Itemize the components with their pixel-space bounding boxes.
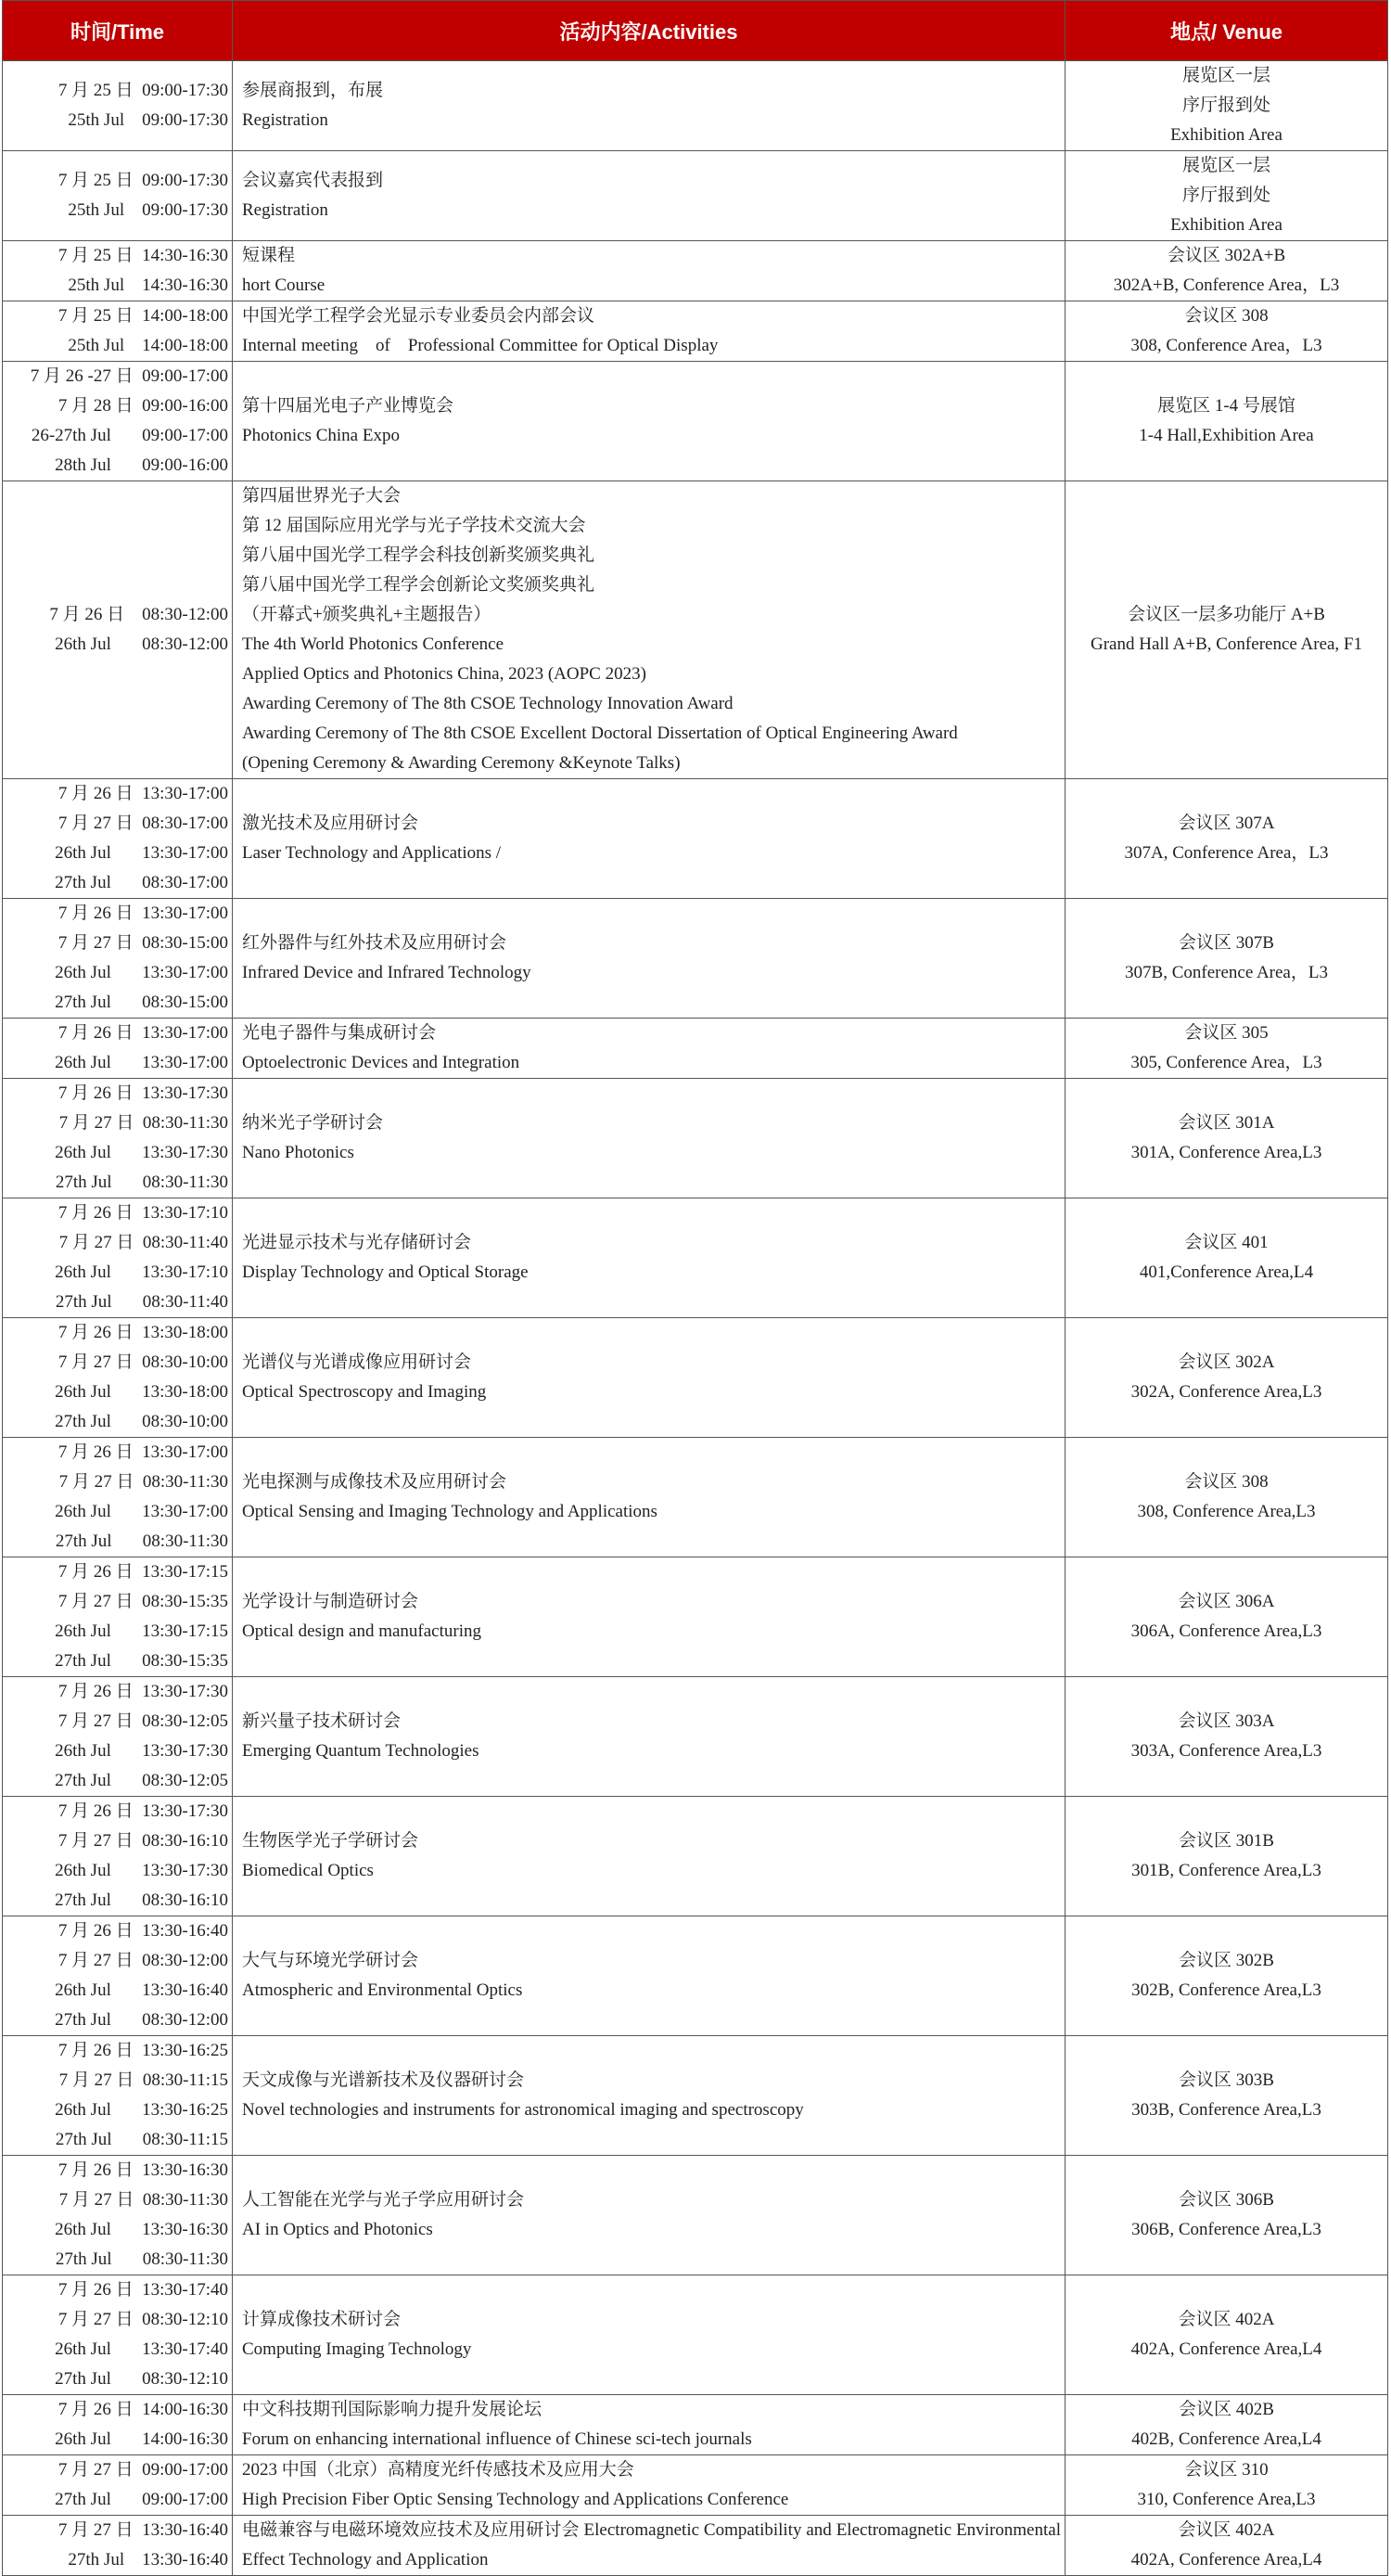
time-cell [3, 301, 233, 362]
time-cell [3, 1318, 233, 1438]
activity-line: Display Technology and Optical Storage [242, 1262, 529, 1282]
venue-line: 展览区 1-4 号展馆 [1157, 396, 1295, 416]
venue-line: 序厅报到处 [1181, 186, 1270, 205]
table-row [3, 1079, 1388, 1198]
time-line: 27th Jul 08:30-15:00 [55, 993, 228, 1012]
venue-cell [1066, 899, 1388, 1019]
venue-line: Grand Hall A+B, Conference Area, F1 [1091, 634, 1362, 654]
venue-cell [1066, 779, 1388, 899]
time-line: 27th Jul 08:30-11:30 [55, 1173, 228, 1192]
venue-line: 302A, Conference Area,L3 [1130, 1382, 1322, 1402]
time-line: 26th Jul 13:30-17:40 [55, 2339, 228, 2359]
venue-line: 306B, Conference Area,L3 [1131, 2220, 1321, 2239]
activity-line: 光谱仪与光谱成像应用研讨会 [242, 1352, 472, 1372]
activity-line: （开幕式+颁奖典礼+主题报告） [242, 605, 491, 624]
activity-line: 天文成像与光谱新技术及仪器研讨会 [242, 2070, 525, 2090]
venue-cell [1066, 2156, 1388, 2275]
time-line: 7 月 26 日 13:30-18:00 [57, 1323, 228, 1342]
time-line: 7 月 26 日 13:30-16:25 [57, 2041, 228, 2060]
venue-line: 303A, Conference Area,L3 [1130, 1741, 1322, 1761]
time-line: 28th Jul 09:00-16:00 [55, 455, 228, 475]
time-line: 7 月 26 日 13:30-17:30 [57, 1083, 228, 1103]
time-line: 7 月 26 日 13:30-17:00 [57, 904, 228, 923]
time-line: 7 月 26 日 13:30-17:40 [57, 2280, 228, 2300]
time-line: 7 月 27 日 08:30-12:00 [57, 1951, 228, 1970]
activity-cell [233, 362, 1066, 481]
venue-line: 1-4 Hall,Exhibition Area [1139, 426, 1314, 445]
time-line: 27th Jul 09:00-17:00 [55, 2490, 228, 2509]
activity-line: 中国光学工程学会光显示专业委员会内部会议 [242, 306, 595, 326]
activity-line: 光学设计与制造研讨会 [242, 1592, 419, 1611]
activity-line: (Opening Ceremony & Awarding Ceremony &Keynote Talks) [242, 753, 681, 773]
activity-line: 短课程 [242, 246, 296, 265]
venue-line: 序厅报到处 [1181, 96, 1270, 115]
activity-line: Atmospheric and Environmental Optics [242, 1980, 523, 2000]
time-line: 27th Jul 08:30-12:10 [55, 2369, 228, 2389]
time-cell [3, 1198, 233, 1318]
table-row [3, 2036, 1388, 2156]
activity-line: Novel technologies and instruments for astronomical imaging and spectroscopy [242, 2100, 804, 2120]
time-line: 7 月 25 日 14:00-18:00 [57, 306, 228, 326]
activity-cell [233, 1916, 1066, 2036]
schedule-table [2, 0, 1388, 2576]
venue-cell [1066, 1019, 1388, 1079]
activity-cell [233, 1079, 1066, 1198]
time-cell [3, 481, 233, 779]
time-line: 26th Jul 13:30-17:10 [55, 1262, 228, 1282]
time-line: 27th Jul 13:30-16:40 [68, 2550, 228, 2570]
activity-line: Laser Technology and Applications / [242, 843, 502, 863]
venue-cell [1066, 151, 1388, 241]
table-row [3, 1318, 1388, 1438]
venue-line: 402A, Conference Area,L4 [1130, 2550, 1322, 2570]
activity-line: 第 12 届国际应用光学与光子学技术交流大会 [242, 516, 586, 535]
activity-line: Nano Photonics [242, 1143, 354, 1162]
activity-cell [233, 2455, 1066, 2516]
activity-line: Awarding Ceremony of The 8th CSOE Technology Innovation Award [242, 694, 734, 713]
time-line: 7 月 27 日 08:30-12:10 [57, 2310, 228, 2329]
time-line: 7 月 27 日 08:30-11:40 [58, 1233, 228, 1252]
table-body [3, 61, 1388, 2576]
table-row [3, 1198, 1388, 1318]
activity-cell [233, 1797, 1066, 1916]
activity-line: 第四届世界光子大会 [242, 486, 402, 506]
time-cell [3, 2455, 233, 2516]
time-cell [3, 1438, 233, 1557]
table-row [3, 779, 1388, 899]
header-activities: 活动内容/Activities [233, 1, 1066, 61]
venue-cell [1066, 1797, 1388, 1916]
time-line: 26th Jul 13:30-17:30 [55, 1861, 228, 1880]
venue-line: Exhibition Area [1170, 125, 1283, 145]
venue-line: 会议区 310 [1184, 2460, 1269, 2480]
activity-line: Computing Imaging Technology [242, 2339, 472, 2359]
venue-cell [1066, 1677, 1388, 1797]
venue-cell [1066, 1079, 1388, 1198]
venue-line: 会议区 402A [1178, 2520, 1275, 2540]
time-line: 7 月 27 日 08:30-12:05 [57, 1711, 228, 1731]
time-line: 27th Jul 08:30-11:40 [55, 1292, 228, 1312]
time-line: 26th Jul 13:30-17:00 [55, 1502, 228, 1521]
venue-line: 会议区 302A [1178, 1352, 1275, 1372]
venue-line: 会议区 305 [1184, 1023, 1269, 1043]
time-line: 26th Jul 13:30-17:30 [55, 1741, 228, 1761]
time-line: 27th Jul 08:30-16:10 [55, 1890, 228, 1910]
time-line: 27th Jul 08:30-10:00 [55, 1412, 228, 1431]
time-line: 27th Jul 08:30-17:00 [55, 873, 228, 892]
table-row [3, 61, 1388, 151]
venue-line: 展览区一层 [1181, 66, 1270, 85]
table-row [3, 1438, 1388, 1557]
venue-line: 303B, Conference Area,L3 [1131, 2100, 1321, 2120]
activity-line: 纳米光子学研讨会 [242, 1113, 384, 1133]
time-cell [3, 61, 233, 151]
time-line: 7 月 26 日 13:30-17:30 [57, 1801, 228, 1821]
activity-line: Applied Optics and Photonics China, 2023 (AOPC 2023) [242, 664, 646, 684]
table-row [3, 1677, 1388, 1797]
venue-line: 会议区一层多功能厅 A+B [1128, 605, 1325, 624]
activity-cell [233, 779, 1066, 899]
table-row [3, 1557, 1388, 1677]
time-cell [3, 2156, 233, 2275]
time-line: 7 月 26 日 13:30-17:00 [57, 1023, 228, 1043]
time-line: 26th Jul 13:30-17:15 [55, 1621, 228, 1641]
time-line: 7 月 26 日 13:30-17:30 [57, 1682, 228, 1701]
venue-cell [1066, 2395, 1388, 2455]
venue-line: 402B, Conference Area,L4 [1131, 2429, 1321, 2449]
venue-line: 会议区 302A+B [1167, 246, 1286, 265]
activity-line: 计算成像技术研讨会 [242, 2310, 402, 2329]
activity-line: Optical Sensing and Imaging Technology and Applications [242, 1502, 657, 1521]
time-line: 7 月 27 日 08:30-17:00 [57, 814, 228, 833]
time-line: 26-27th Jul 09:00-17:00 [31, 426, 228, 445]
venue-line: 会议区 308 [1184, 1472, 1269, 1492]
venue-line: 会议区 301B [1179, 1831, 1274, 1851]
time-line: 27th Jul 08:30-11:30 [55, 2249, 228, 2269]
time-line: 7 月 26 日 13:30-17:00 [57, 1442, 228, 1462]
venue-line: 会议区 306B [1179, 2190, 1274, 2210]
venue-cell [1066, 1198, 1388, 1318]
activity-cell [233, 241, 1066, 301]
activity-cell [233, 2516, 1066, 2576]
time-line: 27th Jul 08:30-12:05 [55, 1771, 228, 1790]
time-line: 7 月 26 日 13:30-17:15 [57, 1562, 228, 1582]
activity-cell [233, 301, 1066, 362]
venue-line: 308, Conference Area,L3 [1137, 1502, 1316, 1521]
time-line: 7 月 27 日 08:30-11:30 [58, 1472, 228, 1492]
time-cell [3, 899, 233, 1019]
time-cell [3, 2395, 233, 2455]
header-time: 时间/Time [3, 1, 233, 61]
activity-line: Biomedical Optics [242, 1861, 374, 1880]
venue-line: 会议区 301A [1178, 1113, 1275, 1133]
time-line: 7 月 27 日 13:30-16:40 [57, 2520, 228, 2540]
venue-line: 展览区一层 [1181, 156, 1270, 175]
time-line: 25th Jul 09:00-17:30 [68, 110, 228, 130]
venue-line: 会议区 401 [1184, 1233, 1269, 1252]
venue-cell [1066, 1557, 1388, 1677]
venue-line: 会议区 402B [1179, 2400, 1274, 2419]
activity-line: Registration [242, 200, 328, 220]
table-row [3, 2395, 1388, 2455]
activity-line: 第八届中国光学工程学会创新论文奖颁奖典礼 [242, 575, 595, 595]
time-line: 26th Jul 13:30-16:25 [55, 2100, 228, 2120]
activity-line: The 4th World Photonics Conference [242, 634, 504, 654]
time-cell [3, 1557, 233, 1677]
time-line: 26th Jul 13:30-17:00 [55, 1053, 228, 1072]
activity-cell [233, 2036, 1066, 2156]
activity-line: Registration [242, 110, 328, 130]
table-row [3, 241, 1388, 301]
activity-line: 电磁兼容与电磁环境效应技术及应用研讨会 Electromagnetic Compatibility and Electromagnetic Environmental Effect Technology and Application [242, 2520, 1061, 2570]
activity-line: Internal meeting of Professional Committee for Optical Display [242, 336, 719, 355]
time-line: 26th Jul 14:00-16:30 [55, 2429, 228, 2449]
time-cell [3, 151, 233, 241]
venue-line: 会议区 307A [1178, 814, 1275, 833]
time-line: 26th Jul 13:30-16:40 [55, 1980, 228, 2000]
venue-line: 401,Conference Area,L4 [1139, 1262, 1314, 1282]
activity-line: Optical Spectroscopy and Imaging [242, 1382, 487, 1402]
time-line: 27th Jul 08:30-11:15 [55, 2130, 228, 2149]
activity-line: Forum on enhancing international influence of Chinese sci-tech journals [242, 2429, 752, 2449]
activity-line: 光电探测与成像技术及应用研讨会 [242, 1472, 507, 1492]
time-cell [3, 241, 233, 301]
time-cell [3, 1019, 233, 1079]
activity-line: 激光技术及应用研讨会 [242, 814, 419, 833]
venue-line: 会议区 303B [1179, 2070, 1274, 2090]
venue-line: 402A, Conference Area,L4 [1130, 2339, 1322, 2359]
venue-line: 310, Conference Area,L3 [1137, 2490, 1316, 2509]
activity-line: 会议嘉宾代表报到 [242, 171, 384, 190]
time-line: 7 月 26 日 13:30-16:40 [57, 1921, 228, 1941]
venue-line: 会议区 308 [1184, 306, 1269, 326]
venue-line: 306A, Conference Area,L3 [1130, 1621, 1322, 1641]
time-line: 27th Jul 08:30-11:30 [55, 1532, 228, 1551]
venue-line: 307A, Conference Area，L3 [1124, 843, 1329, 863]
table-row [3, 2156, 1388, 2275]
table-row [3, 2455, 1388, 2516]
activity-line: 中文科技期刊国际影响力提升发展论坛 [242, 2400, 542, 2419]
activity-line: Optoelectronic Devices and Integration [242, 1053, 520, 1072]
time-line: 7 月 26 日 13:30-17:00 [57, 784, 228, 803]
activity-cell [233, 1677, 1066, 1797]
time-line: 7 月 27 日 08:30-16:10 [57, 1831, 228, 1851]
table-row [3, 362, 1388, 481]
venue-cell [1066, 2516, 1388, 2576]
time-line: 7 月 27 日 08:30-10:00 [57, 1352, 228, 1372]
venue-cell [1066, 1438, 1388, 1557]
table-row [3, 1916, 1388, 2036]
time-line: 26th Jul 13:30-16:30 [55, 2220, 228, 2239]
venue-line: 302A+B, Conference Area，L3 [1113, 276, 1340, 295]
activity-line: High Precision Fiber Optic Sensing Technology and Applications Conference [242, 2490, 789, 2509]
activity-cell [233, 1318, 1066, 1438]
activity-line: hort Course [242, 276, 325, 295]
activity-cell [233, 1019, 1066, 1079]
venue-line: 301B, Conference Area,L3 [1131, 1861, 1321, 1880]
time-line: 26th Jul 13:30-18:00 [55, 1382, 228, 1402]
activity-cell [233, 1198, 1066, 1318]
activity-line: 第八届中国光学工程学会科技创新奖颁奖典礼 [242, 545, 595, 565]
activity-line: 光进显示技术与光存储研讨会 [242, 1233, 472, 1252]
time-line: 7 月 27 日 08:30-11:15 [58, 2070, 228, 2090]
table-row [3, 481, 1388, 779]
time-line: 26th Jul 13:30-17:00 [55, 963, 228, 982]
time-line: 7 月 27 日 08:30-15:00 [57, 933, 228, 953]
venue-line: 会议区 307B [1179, 933, 1274, 953]
venue-cell [1066, 1318, 1388, 1438]
activity-cell [233, 61, 1066, 151]
activity-line: 大气与环境光学研讨会 [242, 1951, 419, 1970]
activity-line: AI in Optics and Photonics [242, 2220, 433, 2239]
time-line: 25th Jul 09:00-17:30 [68, 200, 228, 220]
venue-line: 305, Conference Area，L3 [1130, 1053, 1322, 1072]
venue-line: Exhibition Area [1170, 215, 1283, 235]
time-line: 7 月 25 日 14:30-16:30 [57, 246, 228, 265]
table-row [3, 151, 1388, 241]
venue-cell [1066, 362, 1388, 481]
venue-line: 会议区 302B [1179, 1951, 1274, 1970]
activity-cell [233, 1438, 1066, 1557]
table-row [3, 1019, 1388, 1079]
time-line: 27th Jul 08:30-15:35 [55, 1651, 228, 1671]
activity-line: 红外器件与红外技术及应用研讨会 [242, 933, 507, 953]
time-line: 7 月 26 日 13:30-17:10 [57, 1203, 228, 1223]
venue-cell [1066, 2275, 1388, 2395]
venue-cell [1066, 2036, 1388, 2156]
venue-cell [1066, 241, 1388, 301]
activity-line: 第十四届光电子产业博览会 [242, 396, 454, 416]
time-line: 7 月 25 日 09:00-17:30 [57, 81, 228, 100]
activity-cell [233, 151, 1066, 241]
activity-line: Photonics China Expo [242, 426, 400, 445]
time-cell [3, 1677, 233, 1797]
activity-cell [233, 2395, 1066, 2455]
activity-line: 2023 中国（北京）高精度光纤传感技术及应用大会 [242, 2460, 634, 2480]
time-line: 26th Jul 13:30-17:00 [55, 843, 228, 863]
time-cell [3, 2275, 233, 2395]
activity-line: Emerging Quantum Technologies [242, 1741, 479, 1761]
venue-line: 会议区 306A [1178, 1592, 1275, 1611]
venue-line: 301A, Conference Area,L3 [1130, 1143, 1322, 1162]
time-line: 7 月 27 日 08:30-11:30 [58, 1113, 228, 1133]
activity-cell [233, 899, 1066, 1019]
venue-line: 会议区 402A [1178, 2310, 1275, 2329]
header-venue: 地点/ Venue [1066, 1, 1388, 61]
time-cell [3, 362, 233, 481]
time-line: 7 月 27 日 08:30-15:35 [57, 1592, 228, 1611]
venue-line: 会议区 303A [1178, 1711, 1275, 1731]
table-row [3, 2516, 1388, 2576]
time-line: 27th Jul 08:30-12:00 [55, 2010, 228, 2030]
activity-line: 新兴量子技术研讨会 [242, 1711, 402, 1731]
time-cell [3, 779, 233, 899]
time-cell [3, 1079, 233, 1198]
table-row [3, 899, 1388, 1019]
activity-line: 光电子器件与集成研讨会 [242, 1023, 437, 1043]
time-line: 7 月 26 -27 日 09:00-17:00 [30, 366, 228, 386]
venue-cell [1066, 2455, 1388, 2516]
time-cell [3, 1916, 233, 2036]
venue-cell [1066, 301, 1388, 362]
time-line: 7 月 25 日 09:00-17:30 [57, 171, 228, 190]
venue-line: 307B, Conference Area，L3 [1125, 963, 1328, 982]
activity-line: Optical design and manufacturing [242, 1621, 482, 1641]
activity-line: Awarding Ceremony of The 8th CSOE Excellent Doctoral Dissertation of Optical Engineering Award [242, 724, 958, 743]
time-line: 25th Jul 14:00-18:00 [68, 336, 228, 355]
activity-line: Infrared Device and Infrared Technology [242, 963, 531, 982]
activity-cell [233, 1557, 1066, 1677]
time-line: 7 月 28 日 09:00-16:00 [57, 396, 228, 416]
time-cell [3, 2516, 233, 2576]
time-line: 7 月 27 日 08:30-11:30 [58, 2190, 228, 2210]
activity-line: 生物医学光子学研讨会 [242, 1831, 419, 1851]
activity-line: 参展商报到，布展 [242, 81, 384, 100]
time-cell [3, 2036, 233, 2156]
time-line: 7 月 27 日 09:00-17:00 [57, 2460, 228, 2480]
activity-cell [233, 481, 1066, 779]
venue-cell [1066, 61, 1388, 151]
time-cell [3, 1797, 233, 1916]
time-line: 25th Jul 14:30-16:30 [68, 276, 228, 295]
venue-line: 308, Conference Area，L3 [1130, 336, 1322, 355]
venue-cell [1066, 1916, 1388, 2036]
table-row [3, 2275, 1388, 2395]
activity-cell [233, 2275, 1066, 2395]
table-header [3, 1, 1388, 61]
venue-line: 302B, Conference Area,L3 [1131, 1980, 1321, 2000]
activity-cell [233, 2156, 1066, 2275]
time-line: 7 月 26 日 14:00-16:30 [57, 2400, 228, 2419]
time-line: 7 月 26 日 08:30-12:00 [49, 605, 228, 624]
table-row [3, 301, 1388, 362]
time-line: 7 月 26 日 13:30-16:30 [57, 2160, 228, 2180]
time-line: 26th Jul 08:30-12:00 [55, 634, 228, 654]
time-line: 26th Jul 13:30-17:30 [55, 1143, 228, 1162]
table-row [3, 1797, 1388, 1916]
venue-cell [1066, 481, 1388, 779]
activity-line: 人工智能在光学与光子学应用研讨会 [242, 2190, 525, 2210]
